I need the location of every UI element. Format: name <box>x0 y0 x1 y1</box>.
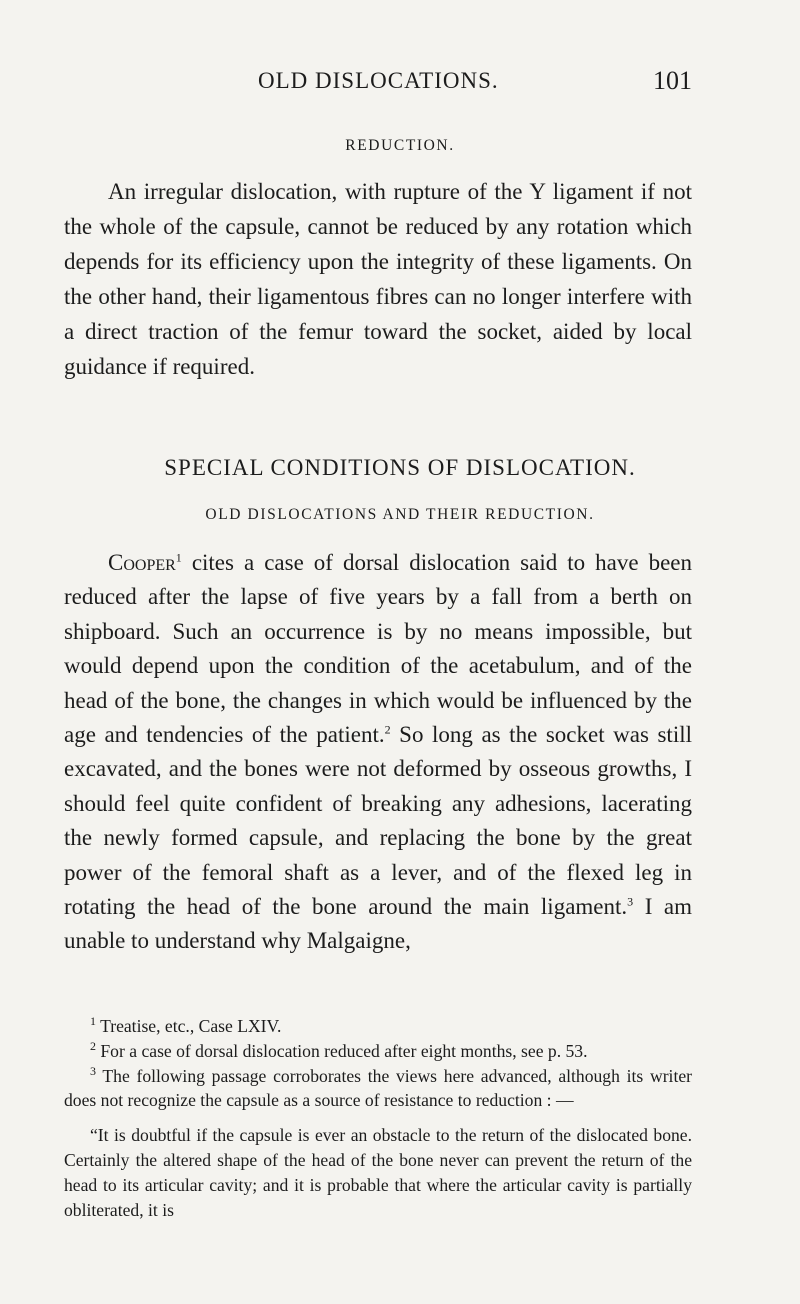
running-title: OLD DISLOCATIONS. <box>258 68 499 93</box>
old-dislocations-heading: OLD DISLOCATIONS AND THEIR REDUCTION. <box>205 506 595 523</box>
paragraph-segment: I am unable to understand why Malgaigne, <box>64 894 692 954</box>
old-dislocations-paragraph <box>64 546 692 959</box>
page-number: 101 <box>653 66 692 95</box>
footnote-ref-1[interactable]: 1 <box>175 550 182 565</box>
reduction-paragraph <box>64 174 692 385</box>
footnote-mark-2: 2 <box>90 1038 96 1053</box>
old-dislocations-paragraph-text <box>64 546 692 959</box>
section-title: SPECIAL CONDITIONS OF DISLOCATION. <box>164 455 636 480</box>
footnote-mark-3: 3 <box>90 1063 96 1078</box>
footnote-quote: “It is doubtful if the capsule is ever an obstacle to the return of the dislocated bone. Certainly the altered shape of the head of the bone never can prevent the return of the head to its articular cavity; and it is probable that where the articular cavity is partially obliterated, it is <box>64 1125 692 1220</box>
footnote-3 <box>64 1064 692 1114</box>
running-head <box>0 66 800 100</box>
reduction-heading: REDUCTION. <box>345 137 455 154</box>
author-name: Cooper <box>108 550 176 575</box>
footnotes <box>64 1014 692 1222</box>
paragraph-segment: So long as the socket was still excavated, and the bones were not deformed by osseous growths, I should feel quite confident of breaking any adhesions, lacerating the newly formed capsule, and replacing the bone by the great power of the femoral shaft as a lever, and of the flexed leg in rotating the head of the bone around the main ligament. <box>64 722 692 920</box>
footnote-ref-2[interactable]: 2 <box>384 722 391 737</box>
footnote-ref-3[interactable]: 3 <box>627 894 634 909</box>
footnote-2-text: For a case of dorsal dislocation reduced after eight months, see p. 53. <box>96 1040 588 1061</box>
footnote-mark-1: 1 <box>90 1014 96 1029</box>
paragraph-segment: cites a case of dorsal dislocation said to have been reduced after the lapse of five years by a fall from a berth on shipboard. Such an occurrence is by no means impossible, but would depend upon the condition of the acetabulum, and of the head of the bone, the changes in which would be influenced by the age and tendencies of the patient. <box>64 550 692 748</box>
footnote-2 <box>64 1039 692 1064</box>
footnote-1 <box>64 1014 692 1039</box>
reduction-paragraph-text: An irregular dislocation, with rupture of the Y ligament if not the whole of the capsule, cannot be reduced by any rotation which depends for its efficiency upon the integrity of these ligaments. On the other hand, their ligamentous fibres can no longer interfere with a direct traction of the femur toward the socket, aided by local guidance if required. <box>64 179 692 380</box>
footnote-1-text: Treatise, etc., Case LXIV. <box>96 1016 282 1036</box>
footnote-3-text: The following passage corroborates the views here advanced, although its writer does not recognize the capsule as a source of resistance to reduction : — <box>64 1065 692 1111</box>
